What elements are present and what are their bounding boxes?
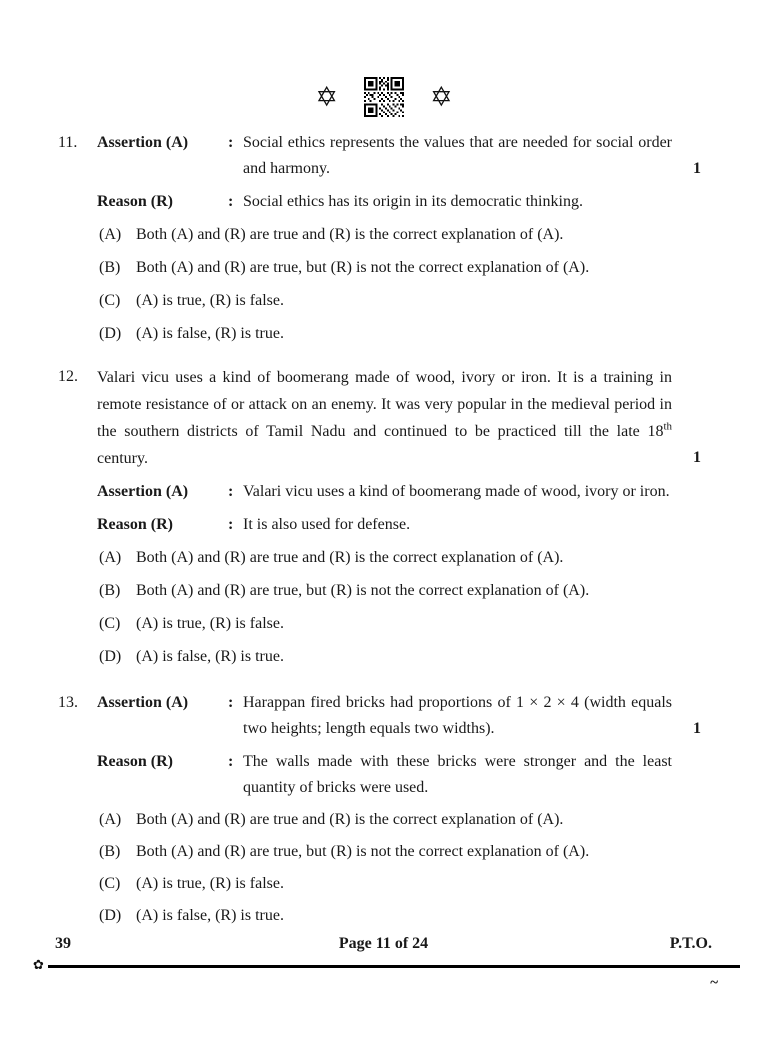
star-of-david-icon-right: ✡ xyxy=(430,81,453,113)
option-text: Both (A) and (R) are true and (R) is the correct explanation of (A). xyxy=(136,226,564,243)
option-letter: (D) xyxy=(99,648,122,665)
assertion-colon: : xyxy=(228,134,234,151)
assertion-colon: : xyxy=(228,694,234,711)
marks-badge: 1 xyxy=(693,160,701,177)
reason-text: Social ethics has its origin in its democratic thinking. xyxy=(243,193,583,210)
assertion-colon: : xyxy=(228,483,234,500)
option-letter: (D) xyxy=(99,907,122,924)
question-13 xyxy=(58,690,712,929)
assertion-label: Assertion (A) xyxy=(97,134,189,151)
intro-text-after: century. xyxy=(97,450,148,467)
assertion-row xyxy=(97,479,672,505)
qr-code xyxy=(364,77,404,117)
question-number: 12. xyxy=(58,368,78,385)
reason-colon: : xyxy=(228,193,234,210)
option-letter: (A) xyxy=(99,549,122,566)
marks-badge: 1 xyxy=(693,449,701,466)
pto-label: P.T.O. xyxy=(669,935,712,952)
option-letter: (B) xyxy=(99,259,121,276)
question-intro xyxy=(97,364,672,472)
marks-badge: 1 xyxy=(693,720,701,737)
page-header xyxy=(0,0,768,118)
option-row-a xyxy=(97,222,672,248)
option-text: Both (A) and (R) are true and (R) is the correct explanation of (A). xyxy=(136,811,564,828)
option-letter: (D) xyxy=(99,325,122,342)
assertion-label: Assertion (A) xyxy=(97,483,189,500)
option-letter: (C) xyxy=(99,875,121,892)
assertion-label: Assertion (A) xyxy=(97,694,189,711)
option-letter: (B) xyxy=(99,582,121,599)
questions-section xyxy=(0,130,768,929)
question-number: 11. xyxy=(58,134,78,151)
option-text: Both (A) and (R) are true, but (R) is not the correct explanation of (A). xyxy=(136,843,590,860)
qr-finder-bottom-left xyxy=(364,104,377,117)
option-letter: (C) xyxy=(99,292,121,309)
reason-colon: : xyxy=(228,516,234,533)
option-row-c xyxy=(97,288,672,314)
option-row-a xyxy=(97,545,672,571)
assertion-text: Valari vicu uses a kind of boomerang made of wood, ivory or iron. xyxy=(243,483,670,500)
qr-finder-top-left xyxy=(364,77,377,90)
reason-label: Reason (R) xyxy=(97,516,173,533)
reason-label: Reason (R) xyxy=(97,753,173,770)
option-letter: (B) xyxy=(99,843,121,860)
intro-text-before: Valari vicu uses a kind of boomerang made of wood, ivory or iron. It is a training in remote resistance of or attack on an enemy. It was very popular in the medieval period in the southern districts of Tamil Nadu and continued to be practiced till the late 18 xyxy=(97,369,672,440)
option-row-c xyxy=(97,611,672,637)
footer-rule xyxy=(48,965,740,968)
assertion-text: Social ethics represents the values that are needed for social order and harmony. xyxy=(243,134,672,177)
option-letter: (A) xyxy=(99,811,122,828)
option-text: (A) is true, (R) is false. xyxy=(136,292,284,309)
option-letter: (C) xyxy=(99,615,121,632)
option-text: Both (A) and (R) are true and (R) is the correct explanation of (A). xyxy=(136,549,564,566)
superscript-th: th xyxy=(663,420,672,433)
option-text: (A) is true, (R) is false. xyxy=(136,875,284,892)
option-row-b xyxy=(97,578,672,604)
option-text: (A) is false, (R) is true. xyxy=(136,325,284,342)
page-footer xyxy=(0,931,768,957)
paper-code: 39 xyxy=(55,935,71,952)
assertion-text: Harappan fired bricks had proportions of 1 × 2 × 4 (width equals two heights; length equals two widths). xyxy=(243,694,672,737)
star-of-david-icon-left: ✡ xyxy=(315,81,338,113)
option-text: (A) is false, (R) is true. xyxy=(136,648,284,665)
option-letter: (A) xyxy=(99,226,122,243)
option-text: (A) is true, (R) is false. xyxy=(136,615,284,632)
reason-row xyxy=(97,189,672,215)
option-text: Both (A) and (R) are true, but (R) is not the correct explanation of (A). xyxy=(136,259,590,276)
option-row-a xyxy=(97,807,672,833)
option-row-d xyxy=(97,903,672,929)
reason-row xyxy=(97,749,672,801)
assertion-row xyxy=(97,130,672,182)
option-text: (A) is false, (R) is true. xyxy=(136,907,284,924)
ornament-icon: ✿ xyxy=(33,958,44,973)
reason-row xyxy=(97,512,672,538)
qr-finder-top-right xyxy=(391,77,404,90)
assertion-row xyxy=(97,690,672,742)
option-row-b xyxy=(97,255,672,281)
question-12 xyxy=(58,364,712,670)
question-11 xyxy=(58,130,712,347)
option-text: Both (A) and (R) are true, but (R) is not the correct explanation of (A). xyxy=(136,582,590,599)
reason-text: It is also used for defense. xyxy=(243,516,411,533)
option-row-c xyxy=(97,871,672,897)
option-row-d xyxy=(97,644,672,670)
option-row-d xyxy=(97,321,672,347)
tilde-row xyxy=(0,970,768,996)
footer-rule-row xyxy=(0,958,768,973)
question-number: 13. xyxy=(58,694,78,711)
page-indicator: Page 11 of 24 xyxy=(338,935,429,952)
option-row-b xyxy=(97,839,672,865)
reason-label: Reason (R) xyxy=(97,193,173,210)
reason-colon: : xyxy=(228,753,234,770)
tilde-mark: ~ xyxy=(710,975,718,991)
reason-text: The walls made with these bricks were stronger and the least quantity of bricks were used. xyxy=(243,753,672,796)
